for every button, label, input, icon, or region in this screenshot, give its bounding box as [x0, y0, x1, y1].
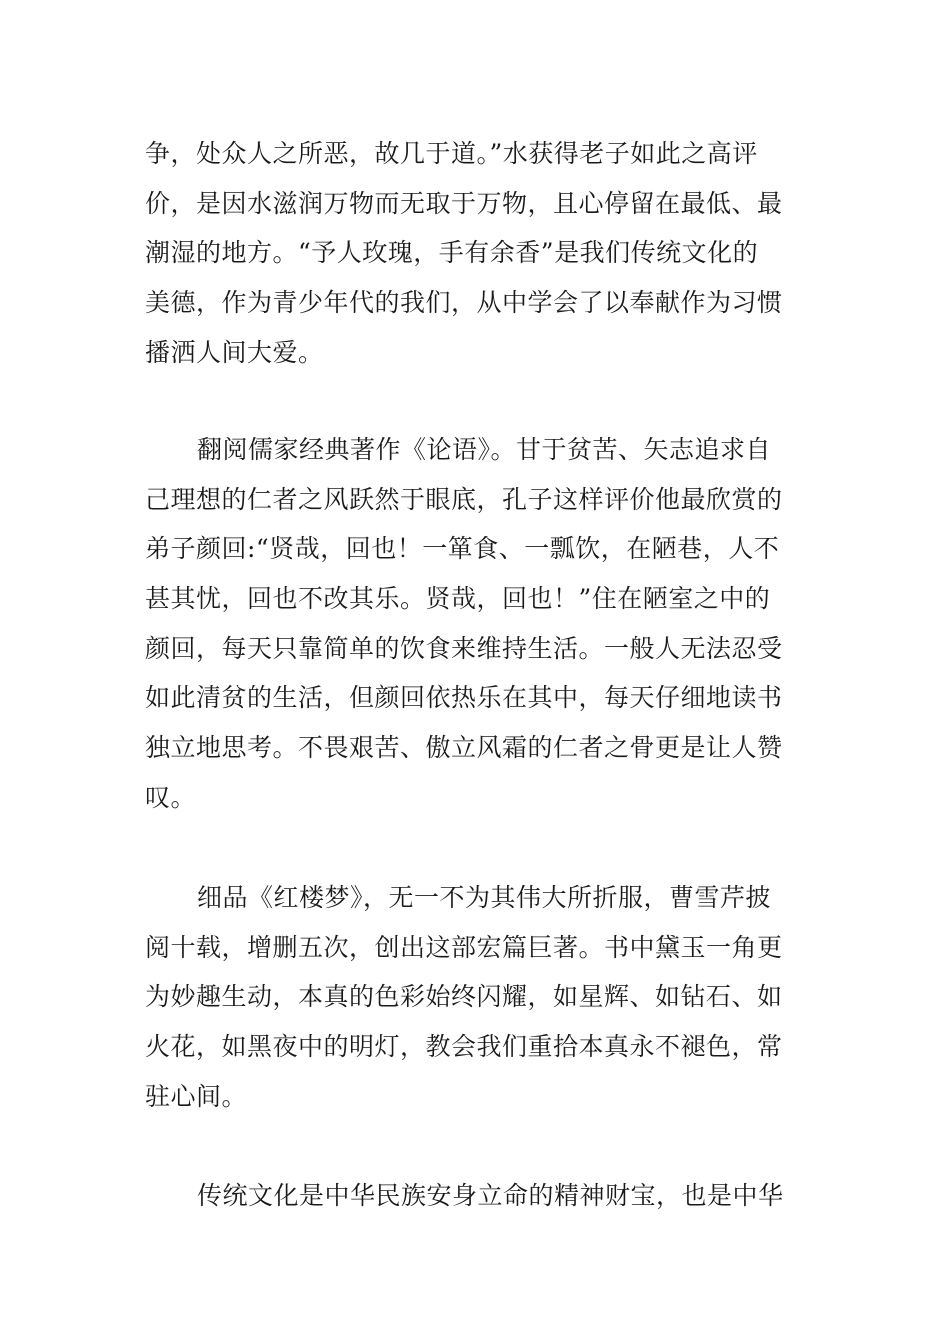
paragraph-line: 驻心间。 [145, 1081, 248, 1111]
paragraph-line: 如此清贫的生活，但颜回依热乐在其中，每天仔细地读书 [145, 683, 783, 713]
paragraph-1 [145, 129, 810, 377]
paragraph-line: 争，处众人之所恶，故几于道。”水获得老子如此之高评 [145, 139, 758, 168]
paragraph-line: 颜回，每天只靠简单的饮食来维持生活。一般人无法忍受 [145, 633, 783, 663]
paragraph-line: 美德，作为青少年代的我们，从中学会了以奉献作为习惯 [145, 288, 783, 318]
paragraph-line: 独立地思考。不畏艰苦、傲立风霜的仁者之骨更是让人赞 [145, 733, 783, 763]
paragraph-line: 翻阅儒家经典著作《论语》。甘于贫苦、矢志追求自 [197, 435, 772, 464]
paragraph-2 [145, 425, 810, 823]
paragraph-line: 甚其忧，回也不改其乐。贤哉，回也！”住在陋室之中的 [145, 584, 771, 614]
paragraph-line: 传统文化是中华民族安身立命的精神财宝，也是中华 [197, 1181, 784, 1210]
paragraph-4 [145, 1171, 810, 1221]
paragraph-line: 播洒人间大爱。 [145, 337, 324, 367]
paragraph-line: 叹。 [145, 782, 197, 812]
paragraph-line: 火花，如黑夜中的明灯，教会我们重拾本真永不褪色，常 [145, 1032, 783, 1062]
paragraph-line: 阅十载，增删五次，创出这部宏篇巨著。书中黛玉一角更 [145, 932, 783, 962]
paragraph-line: 潮湿的地方。“予人玫瑰，手有余香”是我们传统文化的 [145, 238, 759, 268]
paragraph-line: 己理想的仁者之风跃然于眼底，孔子这样评价他最欣赏的 [145, 484, 783, 514]
paragraph-3 [145, 873, 810, 1121]
paragraph-line: 为妙趣生动，本真的色彩始终闪耀，如星辉、如钻石、如 [145, 982, 783, 1012]
paragraph-line: 价，是因水滋润万物而无取于万物，且心停留在最低、最 [145, 188, 783, 218]
paragraph-line: 细品《红楼梦》，无一不为其伟大所折服，曹雪芹披 [197, 883, 772, 912]
paragraph-line: 弟子颜回:“贤哉，回也！一箪食、一瓢饮，在陋巷，人不 [145, 534, 780, 564]
